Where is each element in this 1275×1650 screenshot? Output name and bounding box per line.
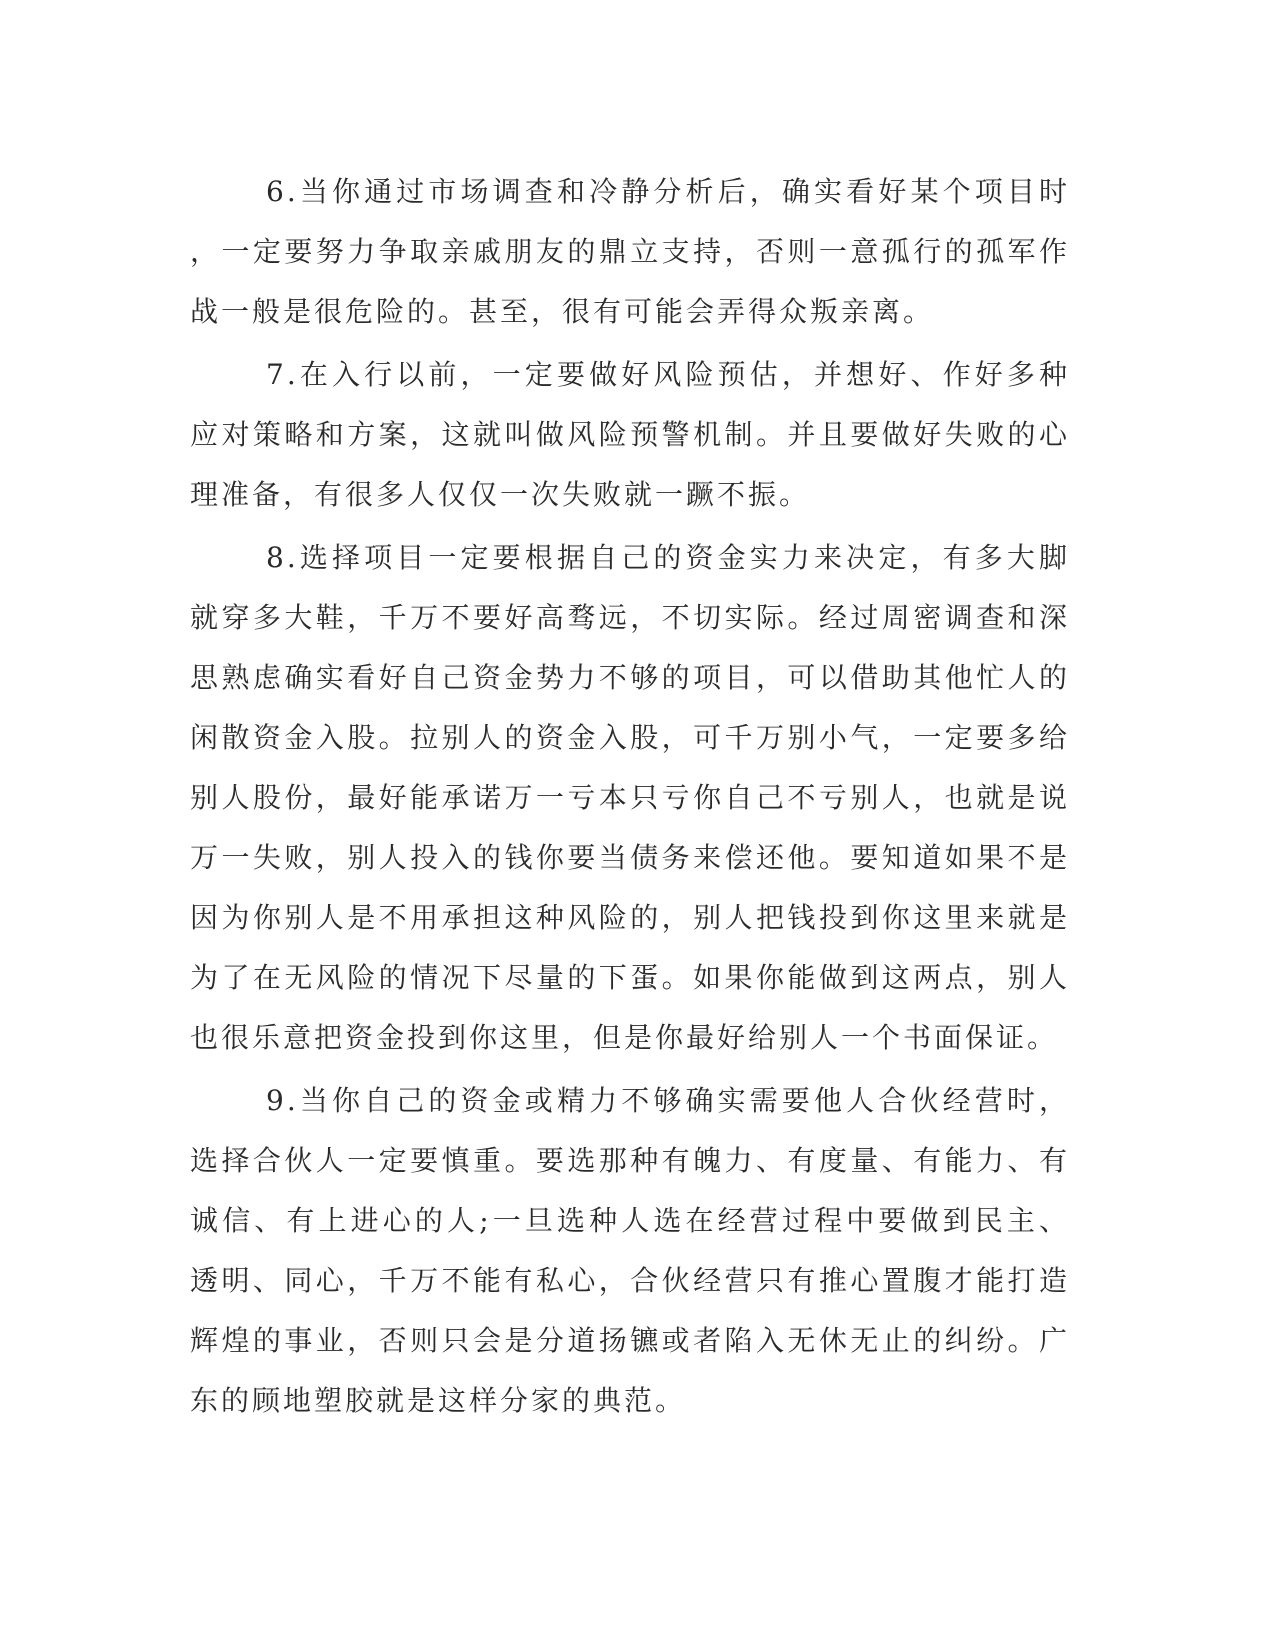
paragraph-7: 7.在入行以前，一定要做好风险预估，并想好、作好多种应对策略和方案，这就叫做风险预警机制。并且要做好失败的心理准备，有很多人仅仅一次失败就一蹶不振。 — [190, 358, 1070, 511]
paragraph-8: 8.选择项目一定要根据自己的资金实力来决定，有多大脚就穿多大鞋，千万不要好高骛远，不切实际。经过周密调查和深思熟虑确实看好自己资金势力不够的项目，可以借助其他忙人的闲散资金入股。拉别人的资金入股，可千万别小气，一定要多给别人股份，最好能承诺万一亏本只亏你自己不亏别人，也就是说万一失败，别人投入的钱你要当债务来偿还他。要知道如果不是因为你别人是不用承担这种风险的，别人把钱投到你这里来就是为了在无风险的情况下尽量的下蛋。如果你能做到这两点，别人也很乐意把资金投到你这里，但是你最好给别人一个书面保证。 — [190, 541, 1070, 1054]
paragraph-6: 6.当你通过市场调查和冷静分析后，确实看好某个项目时，一定要努力争取亲戚朋友的鼎立支持，否则一意孤行的孤军作战一般是很危险的。甚至，很有可能会弄得众叛亲离。 — [190, 175, 1070, 328]
paragraph-9: 9.当你自己的资金或精力不够确实需要他人合伙经营时，选择合伙人一定要慎重。要选那种有魄力、有度量、有能力、有诚信、有上进心的人;一旦选种人选在经营过程中要做到民主、透明、同心，千万不能有私心，合伙经营只有推心置腹才能打造辉煌的事业，否则只会是分道扬镳或者陷入无休无止的纠纷。广东的顾地塑胶就是这样分家的典范。 — [190, 1084, 1070, 1417]
document-body — [190, 162, 1070, 1434]
